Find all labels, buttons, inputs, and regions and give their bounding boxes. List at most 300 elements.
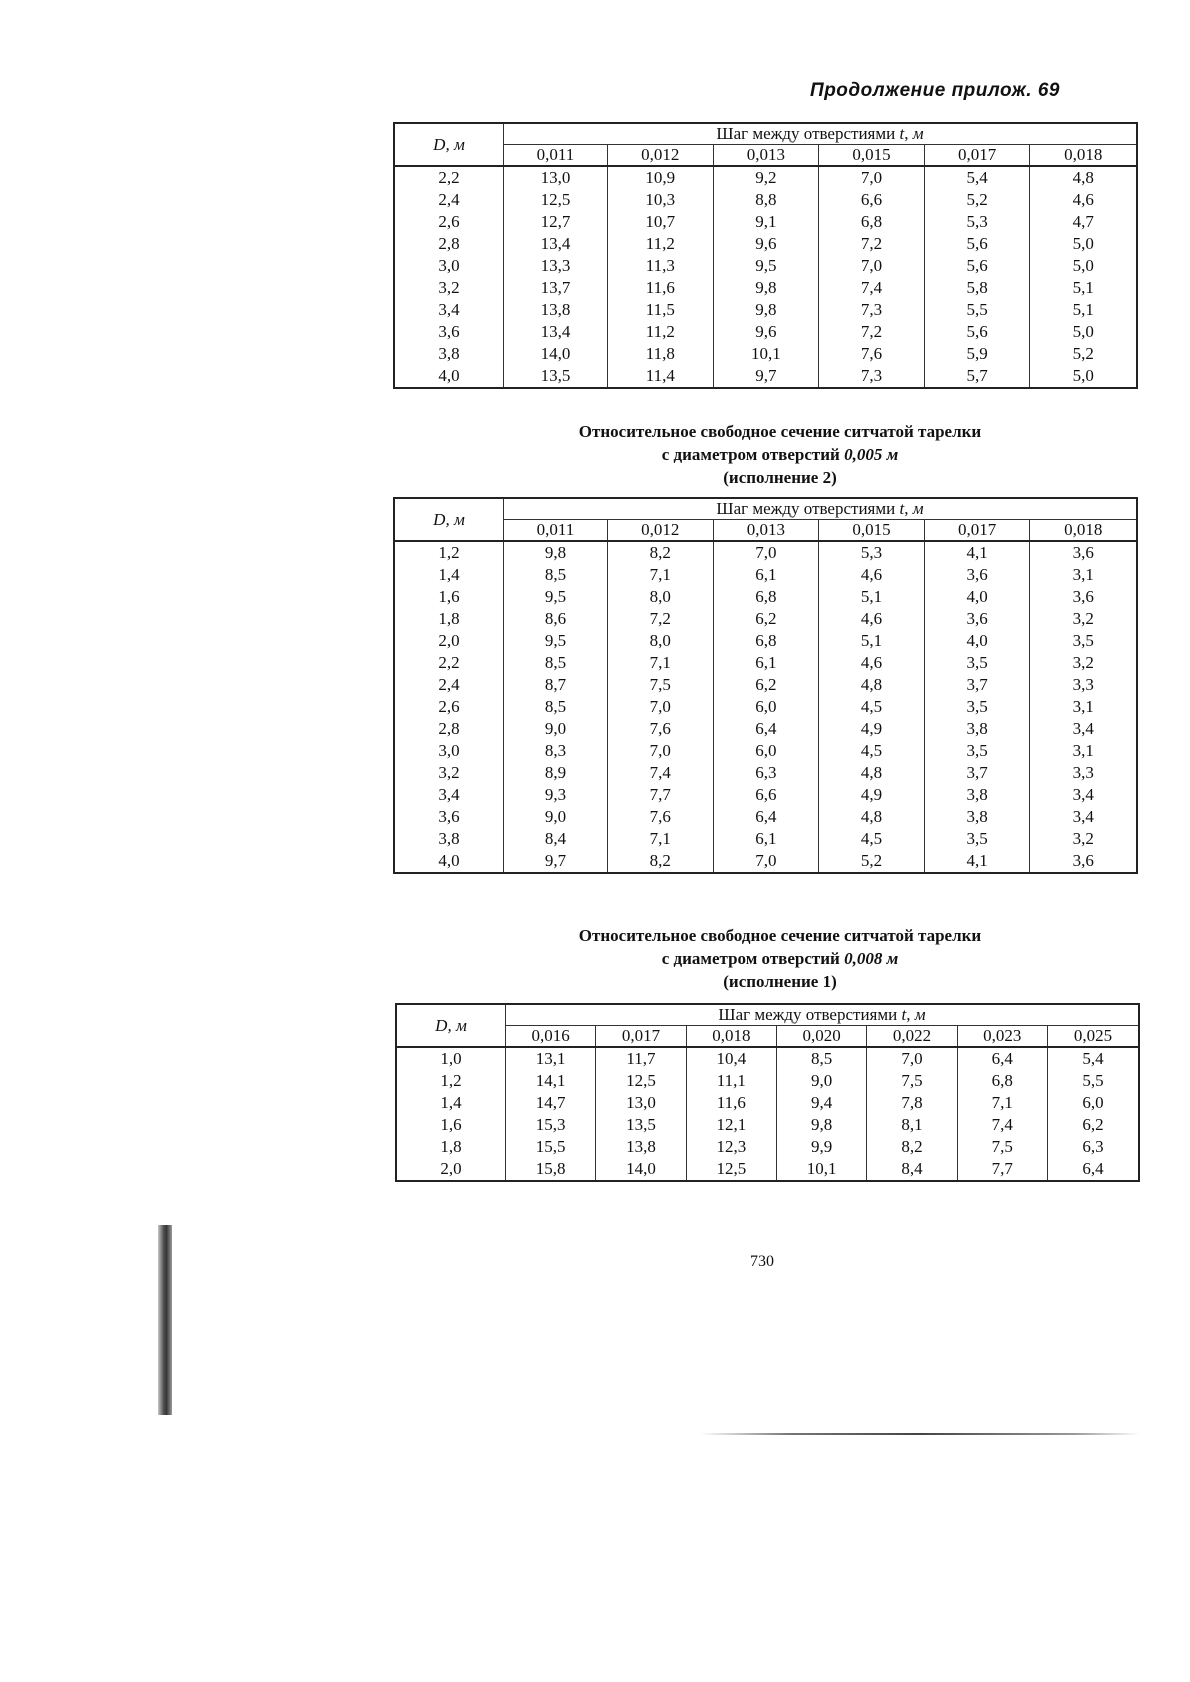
table-row — [394, 541, 1137, 564]
table-cell: 5,2 — [924, 189, 1030, 211]
table-cell: 8,6 — [504, 608, 608, 630]
table-cell: 5,1 — [819, 586, 925, 608]
table-cell: 6,4 — [1047, 1158, 1139, 1181]
table-cell: 11,5 — [607, 299, 713, 321]
row-diameter: 4,0 — [394, 365, 504, 388]
table-row — [396, 1070, 1139, 1092]
table-row — [394, 233, 1137, 255]
table-cell: 11,7 — [596, 1047, 686, 1070]
column-header: 0,015 — [819, 145, 925, 167]
table-row — [394, 608, 1137, 630]
table-cell: 7,5 — [607, 674, 713, 696]
column-header: 0,015 — [819, 520, 925, 542]
table-cell: 13,4 — [504, 233, 608, 255]
table-cell: 5,2 — [1030, 343, 1137, 365]
table-cell: 5,3 — [924, 211, 1030, 233]
table-cell: 13,4 — [504, 321, 608, 343]
table-cell: 6,8 — [957, 1070, 1047, 1092]
table-cell: 6,8 — [819, 211, 925, 233]
table-cell: 4,1 — [924, 541, 1030, 564]
header-row — [394, 498, 1137, 520]
table-cell: 5,6 — [924, 233, 1030, 255]
row-diameter: 2,2 — [394, 652, 504, 674]
row-diameter: 4,0 — [394, 850, 504, 873]
table-cell: 13,5 — [504, 365, 608, 388]
column-header-row — [396, 1026, 1139, 1048]
table-cell: 5,0 — [1030, 365, 1137, 388]
table-cell: 5,9 — [924, 343, 1030, 365]
table-cell: 6,1 — [713, 828, 819, 850]
table-row — [394, 630, 1137, 652]
table-row — [394, 365, 1137, 388]
column-header: 0,025 — [1047, 1026, 1139, 1048]
table-cell: 9,5 — [713, 255, 819, 277]
table-cell: 10,1 — [776, 1158, 866, 1181]
table-cell: 6,6 — [819, 189, 925, 211]
table-cell: 4,8 — [1030, 166, 1137, 189]
table-cell: 12,5 — [596, 1070, 686, 1092]
column-header: 0,017 — [596, 1026, 686, 1048]
table-cell: 5,3 — [819, 541, 925, 564]
table-cell: 9,7 — [504, 850, 608, 873]
table-cell: 10,7 — [607, 211, 713, 233]
table-cell: 8,4 — [867, 1158, 957, 1181]
pitch-header: Шаг между отверстиями t, м — [504, 123, 1138, 145]
table-cell: 5,1 — [1030, 299, 1137, 321]
table-cell: 9,5 — [504, 586, 608, 608]
table-cell: 13,0 — [596, 1092, 686, 1114]
table-cell: 6,4 — [713, 718, 819, 740]
table-cell: 3,6 — [924, 608, 1030, 630]
column-header: 0,017 — [924, 145, 1030, 167]
table-cell: 11,2 — [607, 233, 713, 255]
row-diameter: 3,0 — [394, 740, 504, 762]
table-cell: 9,1 — [713, 211, 819, 233]
table-cell: 11,1 — [686, 1070, 776, 1092]
column-header: 0,023 — [957, 1026, 1047, 1048]
table-cell: 9,6 — [713, 321, 819, 343]
table-cell: 7,4 — [957, 1114, 1047, 1136]
table-row — [394, 740, 1137, 762]
table-cell: 11,6 — [686, 1092, 776, 1114]
table-cell: 6,1 — [713, 652, 819, 674]
table-cell: 7,2 — [607, 608, 713, 630]
table-cell: 8,7 — [504, 674, 608, 696]
table-cell: 3,8 — [924, 784, 1030, 806]
table-cell: 7,4 — [819, 277, 925, 299]
row-diameter: 1,8 — [394, 608, 504, 630]
table-row — [396, 1158, 1139, 1181]
table-cell: 5,6 — [924, 321, 1030, 343]
table-cell: 9,2 — [713, 166, 819, 189]
table-row — [394, 696, 1137, 718]
table-cell: 4,1 — [924, 850, 1030, 873]
table-row — [394, 321, 1137, 343]
table-cell: 6,8 — [713, 586, 819, 608]
table-cell: 6,0 — [713, 696, 819, 718]
table-cell: 9,4 — [776, 1092, 866, 1114]
table-cell: 11,8 — [607, 343, 713, 365]
table-cell: 6,4 — [957, 1047, 1047, 1070]
table-cell: 15,8 — [506, 1158, 596, 1181]
table-cell: 11,3 — [607, 255, 713, 277]
row-diameter: 2,4 — [394, 674, 504, 696]
table-cell: 15,5 — [506, 1136, 596, 1158]
table-cell: 9,9 — [776, 1136, 866, 1158]
table-row — [394, 850, 1137, 873]
table-row — [394, 299, 1137, 321]
column-header: 0,016 — [506, 1026, 596, 1048]
table-cell: 7,1 — [607, 564, 713, 586]
row-diameter: 3,6 — [394, 806, 504, 828]
scan-artifact-bar — [158, 1225, 172, 1415]
table-cell: 7,7 — [607, 784, 713, 806]
pitch-header: Шаг между отверстиями t, м — [506, 1004, 1140, 1026]
table-cell: 3,2 — [1030, 652, 1137, 674]
table-cell: 7,2 — [819, 321, 925, 343]
table-row — [394, 586, 1137, 608]
table-cell: 4,8 — [819, 806, 925, 828]
table-cell: 4,5 — [819, 696, 925, 718]
row-diameter: 2,6 — [394, 211, 504, 233]
diameter-header: D, м — [394, 498, 504, 541]
table-row — [394, 564, 1137, 586]
table-cell: 14,0 — [596, 1158, 686, 1181]
table-cell: 14,1 — [506, 1070, 596, 1092]
table-cell: 10,9 — [607, 166, 713, 189]
table-cell: 13,8 — [596, 1136, 686, 1158]
row-diameter: 2,4 — [394, 189, 504, 211]
row-diameter: 1,8 — [396, 1136, 506, 1158]
row-diameter: 2,0 — [396, 1158, 506, 1181]
table-cell: 3,5 — [924, 696, 1030, 718]
table-cell: 7,8 — [867, 1092, 957, 1114]
table-cell: 4,6 — [819, 608, 925, 630]
table-cell: 6,6 — [713, 784, 819, 806]
column-header: 0,017 — [924, 520, 1030, 542]
table-row — [394, 255, 1137, 277]
row-diameter: 1,4 — [394, 564, 504, 586]
table-cell: 7,3 — [819, 365, 925, 388]
column-header: 0,018 — [686, 1026, 776, 1048]
column-header: 0,013 — [713, 145, 819, 167]
table-cell: 6,1 — [713, 564, 819, 586]
row-diameter: 1,6 — [396, 1114, 506, 1136]
table-cell: 9,8 — [504, 541, 608, 564]
table-cell: 4,0 — [924, 630, 1030, 652]
table-cell: 9,0 — [504, 718, 608, 740]
table-free-section-008 — [395, 1003, 1140, 1182]
table-cell: 8,9 — [504, 762, 608, 784]
table-cell: 6,2 — [713, 608, 819, 630]
table-row — [394, 652, 1137, 674]
caption-line-2: с диаметром отверстий 0,008 м — [661, 949, 899, 968]
table-cell: 4,6 — [1030, 189, 1137, 211]
caption-line-3: (исполнение 2) — [723, 468, 837, 487]
scan-artifact-line — [700, 1433, 1140, 1435]
header-row — [396, 1004, 1139, 1026]
table-cell: 3,4 — [1030, 718, 1137, 740]
table-cell: 3,1 — [1030, 696, 1137, 718]
table-cell: 7,0 — [867, 1047, 957, 1070]
table-cell: 6,4 — [713, 806, 819, 828]
table-cell: 3,5 — [924, 828, 1030, 850]
table-cell: 9,6 — [713, 233, 819, 255]
column-header-row — [394, 145, 1137, 167]
table-cell: 3,3 — [1030, 762, 1137, 784]
table-cell: 7,5 — [867, 1070, 957, 1092]
table-cell: 8,0 — [607, 586, 713, 608]
table-cell: 9,8 — [713, 299, 819, 321]
caption-line-2: с диаметром отверстий 0,005 м — [661, 445, 899, 464]
pitch-header: Шаг между отверстиями t, м — [504, 498, 1138, 520]
table-cell: 4,6 — [819, 652, 925, 674]
table-row — [394, 762, 1137, 784]
table-cell: 5,8 — [924, 277, 1030, 299]
table-row — [394, 277, 1137, 299]
table-cell: 6,8 — [713, 630, 819, 652]
table-cell: 5,1 — [819, 630, 925, 652]
table-cell: 10,1 — [713, 343, 819, 365]
table-cell: 8,5 — [504, 564, 608, 586]
column-header: 0,022 — [867, 1026, 957, 1048]
table-cell: 5,0 — [1030, 255, 1137, 277]
table-row — [394, 718, 1137, 740]
table-cell: 3,4 — [1030, 806, 1137, 828]
table-cell: 4,0 — [924, 586, 1030, 608]
table-cell: 5,0 — [1030, 321, 1137, 343]
table-cell: 14,7 — [506, 1092, 596, 1114]
table-cell: 7,0 — [713, 541, 819, 564]
table-cell: 3,6 — [924, 564, 1030, 586]
column-header: 0,011 — [504, 145, 608, 167]
row-diameter: 1,6 — [394, 586, 504, 608]
table-cell: 5,7 — [924, 365, 1030, 388]
table-cell: 7,0 — [607, 696, 713, 718]
table-cell: 11,6 — [607, 277, 713, 299]
table-cell: 7,7 — [957, 1158, 1047, 1181]
table-cell: 8,0 — [607, 630, 713, 652]
table-cell: 3,7 — [924, 762, 1030, 784]
table-row — [394, 674, 1137, 696]
table-row — [394, 806, 1137, 828]
row-diameter: 1,0 — [396, 1047, 506, 1070]
table-cell: 10,4 — [686, 1047, 776, 1070]
table-cell: 7,0 — [713, 850, 819, 873]
column-header: 0,012 — [607, 145, 713, 167]
row-diameter: 3,0 — [394, 255, 504, 277]
table-cell: 13,1 — [506, 1047, 596, 1070]
table-cell: 3,6 — [1030, 586, 1137, 608]
table-cell: 13,0 — [504, 166, 608, 189]
table-cell: 13,8 — [504, 299, 608, 321]
table-cell: 7,3 — [819, 299, 925, 321]
table-row — [394, 211, 1137, 233]
table-cell: 5,6 — [924, 255, 1030, 277]
table-cell: 7,6 — [607, 806, 713, 828]
table-cell: 3,2 — [1030, 608, 1137, 630]
table-cell: 7,0 — [819, 166, 925, 189]
row-diameter: 3,4 — [394, 784, 504, 806]
table-cell: 3,6 — [1030, 850, 1137, 873]
row-diameter: 1,2 — [396, 1070, 506, 1092]
row-diameter: 3,8 — [394, 343, 504, 365]
table-cell: 7,1 — [607, 828, 713, 850]
table-cell: 14,0 — [504, 343, 608, 365]
table-cell: 7,6 — [819, 343, 925, 365]
row-diameter: 3,2 — [394, 762, 504, 784]
diameter-header: D, м — [396, 1004, 506, 1047]
table-3-caption — [400, 924, 1160, 993]
row-diameter: 2,8 — [394, 233, 504, 255]
table-cell: 8,2 — [867, 1136, 957, 1158]
row-diameter: 1,4 — [396, 1092, 506, 1114]
table-row — [394, 343, 1137, 365]
table-2-caption — [400, 420, 1160, 489]
table-cell: 8,5 — [504, 696, 608, 718]
table-cell: 3,5 — [924, 652, 1030, 674]
table-hole-pitch-continued — [393, 122, 1138, 389]
table-cell: 7,1 — [957, 1092, 1047, 1114]
table-cell: 12,3 — [686, 1136, 776, 1158]
table-cell: 6,3 — [713, 762, 819, 784]
table-cell: 9,0 — [776, 1070, 866, 1092]
table-cell: 5,1 — [1030, 277, 1137, 299]
table-cell: 12,1 — [686, 1114, 776, 1136]
table-cell: 7,5 — [957, 1136, 1047, 1158]
table-row — [394, 828, 1137, 850]
table-cell: 8,2 — [607, 541, 713, 564]
table-cell: 4,9 — [819, 718, 925, 740]
table-cell: 8,5 — [504, 652, 608, 674]
table-cell: 8,2 — [607, 850, 713, 873]
table-cell: 6,0 — [1047, 1092, 1139, 1114]
row-diameter: 2,2 — [394, 166, 504, 189]
table-row — [394, 166, 1137, 189]
row-diameter: 2,0 — [394, 630, 504, 652]
table-cell: 3,7 — [924, 674, 1030, 696]
table-cell: 10,3 — [607, 189, 713, 211]
table-cell: 5,5 — [924, 299, 1030, 321]
table-cell: 12,7 — [504, 211, 608, 233]
column-header: 0,018 — [1030, 145, 1137, 167]
row-diameter: 3,4 — [394, 299, 504, 321]
table-cell: 8,4 — [504, 828, 608, 850]
row-diameter: 1,2 — [394, 541, 504, 564]
table-cell: 8,3 — [504, 740, 608, 762]
page-number: 730 — [750, 1253, 774, 1270]
table-cell: 8,8 — [713, 189, 819, 211]
table-cell: 4,8 — [819, 674, 925, 696]
table-cell: 11,2 — [607, 321, 713, 343]
table-row — [396, 1092, 1139, 1114]
table-cell: 9,5 — [504, 630, 608, 652]
table-cell: 9,8 — [713, 277, 819, 299]
table-cell: 5,0 — [1030, 233, 1137, 255]
diameter-header: D, м — [394, 123, 504, 166]
table-cell: 4,5 — [819, 828, 925, 850]
table-row — [396, 1136, 1139, 1158]
table-cell: 7,1 — [607, 652, 713, 674]
table-cell: 7,2 — [819, 233, 925, 255]
table-cell: 7,4 — [607, 762, 713, 784]
running-head: Продолжение прилож. 69 — [810, 80, 1060, 101]
table-cell: 6,2 — [1047, 1114, 1139, 1136]
table-cell: 6,0 — [713, 740, 819, 762]
table-cell: 5,4 — [924, 166, 1030, 189]
row-diameter: 3,6 — [394, 321, 504, 343]
table-row — [396, 1114, 1139, 1136]
table-free-section-005 — [393, 497, 1138, 874]
column-header: 0,012 — [607, 520, 713, 542]
table-cell: 4,5 — [819, 740, 925, 762]
column-header: 0,013 — [713, 520, 819, 542]
table-cell: 9,3 — [504, 784, 608, 806]
table-cell: 7,6 — [607, 718, 713, 740]
table-cell: 13,7 — [504, 277, 608, 299]
table-cell: 8,1 — [867, 1114, 957, 1136]
table-row — [394, 189, 1137, 211]
table-cell: 3,3 — [1030, 674, 1137, 696]
row-diameter: 3,8 — [394, 828, 504, 850]
table-cell: 8,5 — [776, 1047, 866, 1070]
table-cell: 4,6 — [819, 564, 925, 586]
column-header: 0,018 — [1030, 520, 1137, 542]
table-cell: 3,5 — [924, 740, 1030, 762]
table-cell: 9,0 — [504, 806, 608, 828]
table-cell: 3,1 — [1030, 564, 1137, 586]
column-header: 0,011 — [504, 520, 608, 542]
table-row — [394, 784, 1137, 806]
table-cell: 11,4 — [607, 365, 713, 388]
table-cell: 15,3 — [506, 1114, 596, 1136]
table-cell: 3,2 — [1030, 828, 1137, 850]
table-cell: 4,8 — [819, 762, 925, 784]
caption-line-1: Относительное свободное сечение ситчатой тарелки — [578, 926, 982, 945]
table-cell: 3,6 — [1030, 541, 1137, 564]
table-row — [396, 1047, 1139, 1070]
table-cell: 12,5 — [686, 1158, 776, 1181]
table-cell: 13,5 — [596, 1114, 686, 1136]
row-diameter: 2,8 — [394, 718, 504, 740]
table-cell: 5,5 — [1047, 1070, 1139, 1092]
column-header-row — [394, 520, 1137, 542]
table-cell: 4,9 — [819, 784, 925, 806]
table-cell: 6,2 — [713, 674, 819, 696]
table-cell: 9,7 — [713, 365, 819, 388]
table-cell: 12,5 — [504, 189, 608, 211]
column-header: 0,020 — [776, 1026, 866, 1048]
table-cell: 3,8 — [924, 806, 1030, 828]
table-cell: 9,8 — [776, 1114, 866, 1136]
row-diameter: 3,2 — [394, 277, 504, 299]
table-cell: 13,3 — [504, 255, 608, 277]
table-cell: 6,3 — [1047, 1136, 1139, 1158]
table-cell: 3,5 — [1030, 630, 1137, 652]
table-cell: 7,0 — [607, 740, 713, 762]
caption-line-3: (исполнение 1) — [723, 972, 837, 991]
table-cell: 7,0 — [819, 255, 925, 277]
caption-line-1: Относительное свободное сечение ситчатой тарелки — [578, 422, 982, 441]
row-diameter: 2,6 — [394, 696, 504, 718]
table-cell: 3,4 — [1030, 784, 1137, 806]
table-cell: 3,8 — [924, 718, 1030, 740]
table-cell: 4,7 — [1030, 211, 1137, 233]
table-cell: 5,4 — [1047, 1047, 1139, 1070]
table-cell: 3,1 — [1030, 740, 1137, 762]
header-row — [394, 123, 1137, 145]
table-cell: 5,2 — [819, 850, 925, 873]
